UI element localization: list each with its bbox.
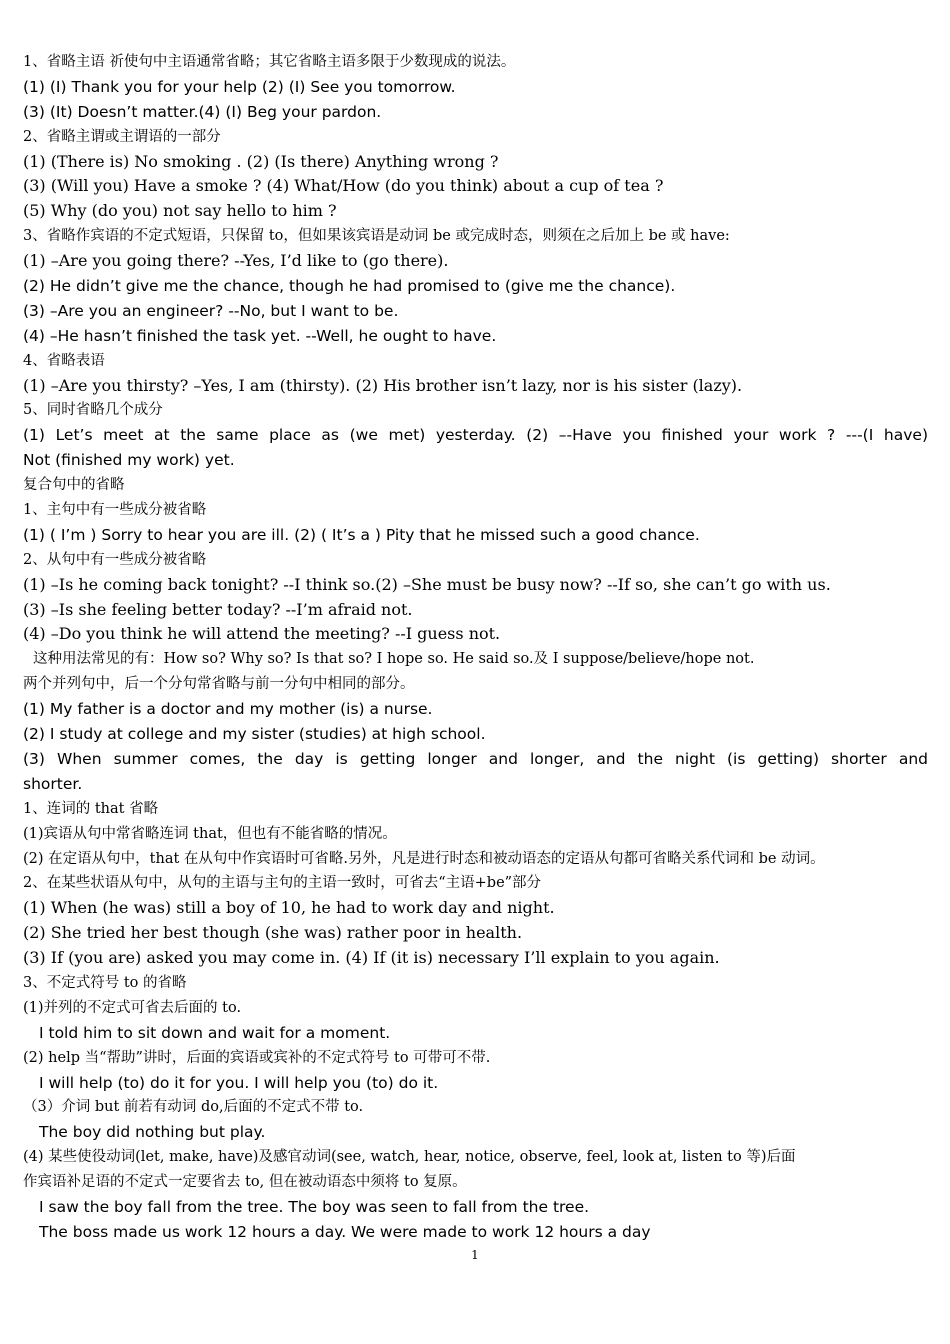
page-number: 1 <box>471 1248 479 1262</box>
text-line: (4) 某些使役动词(let, make, have)及感官动词(see, watch, hear, notice, observe, feel, look at, listen to 等)后面 <box>23 1149 796 1166</box>
text-line: 作宾语补足语的不定式一定要省去 to, 但在被动语态中须将 to 复原。 <box>23 1174 467 1191</box>
text-line: (2) He didn’t give me the chance, though he had promised to (give me the chance). <box>23 277 676 296</box>
text-line: (3) –Are you an engineer? --No, but I want to be. <box>23 301 399 320</box>
text-line: (1) Let’s meet at the same place as (we met) yesterday. (2) –-Have you finished your work ? ---(I have) <box>23 426 928 445</box>
text-line: 1、省略主语 祈使句中主语通常省略；其它省略主语多限于少数现成的说法。 <box>23 54 516 70</box>
text-line: 1、主句中有一些成分被省略 <box>23 502 207 519</box>
text-line: The boy did nothing but play. <box>39 1123 266 1142</box>
text-line: 这种用法常见的有：How so? Why so? Is that so? I hope so. He said so.及 I suppose/believe/hope not. <box>33 651 755 668</box>
text-line: (3) (Will you) Have a smoke ? (4) What/How (do you think) about a cup of tea ? <box>23 176 664 196</box>
text-line: 3、省略作宾语的不定式短语，只保留 to，但如果该宾语是动词 be 或完成时态，则须在之后加上 be 或 have: <box>23 228 730 245</box>
text-line: 5、同时省略几个成分 <box>23 402 163 419</box>
text-line: 4、省略表语 <box>23 352 105 369</box>
text-line: (1) (There is) No smoking . (2) (Is there) Anything wrong ? <box>23 151 499 171</box>
text-line: The boss made us work 12 hours a day. We were made to work 12 hours a day <box>39 1222 651 1241</box>
text-line: (1) (I) Thank you for your help (2) (I) See you tomorrow. <box>23 77 456 96</box>
text-line: (4) –He hasn’t finished the task yet. --Well, he ought to have. <box>23 326 497 345</box>
text-line: (4) –Do you think he will attend the meeting? --I guess not. <box>23 624 501 644</box>
text-line: (2) She tried her best though (she was) rather poor in health. <box>23 923 523 943</box>
text-line: (1)宾语从句中常省略连词 that，但也有不能省略的情况。 <box>23 825 397 842</box>
text-line: 1、连词的 that 省略 <box>23 800 159 817</box>
text-line: 两个并列句中，后一个分句常省略与前一分句中相同的部分。 <box>23 676 415 693</box>
text-line: (1) My father is a doctor and my mother (is) a nurse. <box>23 700 433 719</box>
text-line: 3、不定式符号 to 的省略 <box>23 974 187 991</box>
text-line: （3）介词 but 前若有动词 do,后面的不定式不带 to. <box>23 1099 364 1116</box>
text-line: (1) –Are you going there? --Yes, I’d like to (go there). <box>23 251 449 271</box>
text-line: (3) If (you are) asked you may come in. (4) If (it is) necessary I’ll explain to you again. <box>23 948 720 968</box>
text-line: 2、在某些状语从句中，从句的主语与主句的主语一致时，可省去“主语+be”部分 <box>23 875 542 892</box>
text-line: (1)并列的不定式可省去后面的 to. <box>23 999 242 1016</box>
text-line: (2) 在定语从句中，that 在从句中作宾语时可省略.另外，凡是进行时态和被动语态的定语从句都可省略关系代词和 be 动词。 <box>23 850 825 867</box>
text-line: 2、省略主谓或主谓语的一部分 <box>23 128 221 145</box>
text-line: (2) help 当“帮助”讲时，后面的宾语或宾补的不定式符号 to 可带可不带. <box>23 1049 491 1066</box>
text-line: I will help (to) do it for you. I will help you (to) do it. <box>39 1073 439 1092</box>
text-line: (1) When (he was) still a boy of 10, he had to work day and night. <box>23 898 555 918</box>
text-line: I told him to sit down and wait for a moment. <box>39 1023 391 1042</box>
text-line: (3) When summer comes, the day is getting longer and longer, and the night (is getting) shorter and <box>23 749 928 768</box>
text-line: (3) (It) Doesn’t matter.(4) (I) Beg your pardon. <box>23 102 382 121</box>
text-line: (5) Why (do you) not say hello to him ? <box>23 201 337 221</box>
text-line: 复合句中的省略 <box>23 477 125 494</box>
text-line: (2) I study at college and my sister (studies) at high school. <box>23 725 486 744</box>
text-line: Not (finished my work) yet. <box>23 451 235 470</box>
text-line: (3) –Is she feeling better today? --I’m afraid not. <box>23 599 413 619</box>
text-line: (1) ( I’m ) Sorry to hear you are ill. (2) ( It’s a ) Pity that he missed such a good chance. <box>23 525 700 544</box>
text-line: shorter. <box>23 774 83 793</box>
text-line: (1) –Are you thirsty? –Yes, I am (thirsty). (2) His brother isn’t lazy, nor is his sister (lazy). <box>23 375 743 395</box>
document-body <box>23 50 928 1245</box>
text-line: 2、从句中有一些成分被省略 <box>23 551 207 568</box>
text-line: (1) –Is he coming back tonight? --I think so.(2) –She must be busy now? --If so, she can’t go with us. <box>23 574 831 594</box>
text-line: I saw the boy fall from the tree. The boy was seen to fall from the tree. <box>39 1197 590 1216</box>
